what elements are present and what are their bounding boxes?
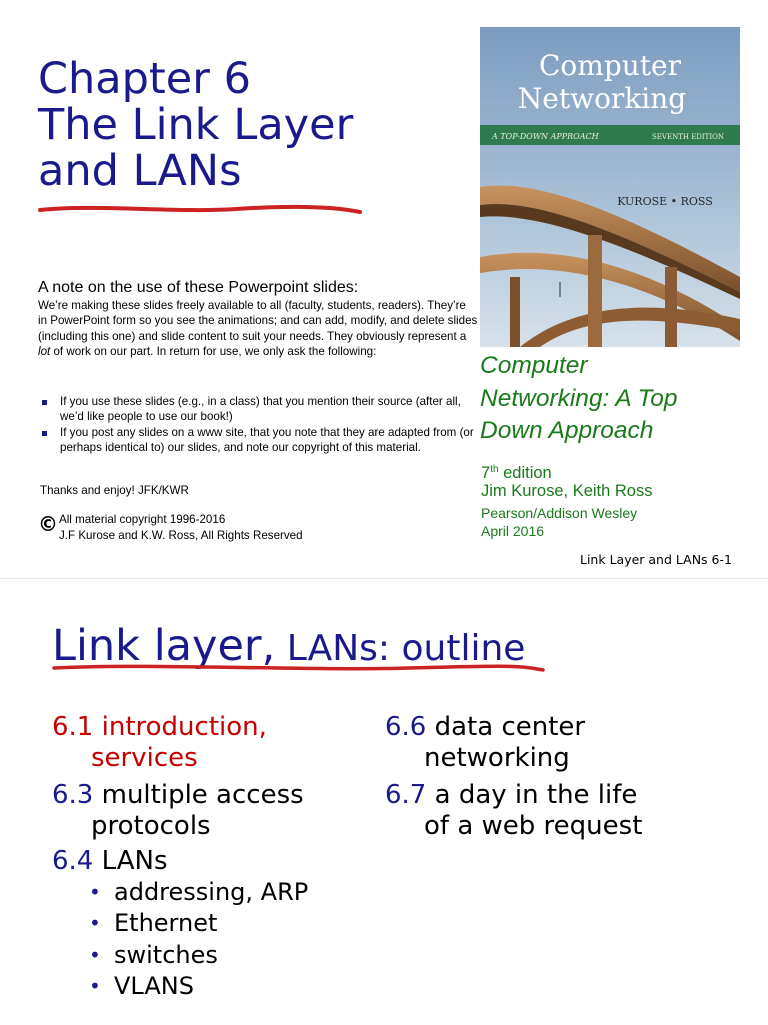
- usage-bullets: [38, 394, 478, 456]
- outline-item: 6.1 introduction, services: [52, 712, 267, 773]
- bullet-square-icon: [42, 400, 47, 405]
- edition-label: 7th edition: [481, 464, 552, 482]
- slide-footer: Link Layer and LANs 6-1: [580, 552, 732, 567]
- cover-subtitle: A TOP-DOWN APPROACH: [492, 132, 599, 141]
- title-line-1: Chapter 6: [38, 54, 251, 104]
- outline-subitem: • switches: [52, 940, 372, 972]
- cover-authors: KUROSE • ROSS: [617, 195, 713, 208]
- publisher-info: Pearson/Addison Wesley April 2016: [481, 505, 638, 539]
- cover-edition: SEVENTH EDITION: [652, 133, 724, 141]
- copyright-icon: ©: [38, 512, 58, 536]
- title-line-2: The Link Layer: [38, 100, 354, 150]
- usage-bullet: If you post any slides on a www site, that you note that they are adapted from (or perhaps identical to) our slides, and note our copyright of this material.: [38, 425, 478, 456]
- bullet-dot-icon: •: [89, 974, 101, 998]
- bullet-dot-icon: •: [89, 942, 101, 967]
- book-cover-image: [480, 27, 740, 347]
- outline-item: 6.4 LANs: [52, 846, 168, 876]
- book-title: Computer Networking: A Top Down Approach: [480, 352, 678, 444]
- copyright-notice: All material copyright 1996-2016 J.F Kurose and K.W. Ross, All Rights Reserved: [59, 513, 303, 542]
- cover-title-line-1: Computer: [539, 49, 681, 82]
- thanks-note: Thanks and enjoy! JFK/KWR: [40, 484, 189, 497]
- note-heading: A note on the use of these Powerpoint slides:: [38, 279, 359, 296]
- title-line-3: and LANs: [38, 146, 242, 196]
- cover-title-line-2: Networking: [517, 82, 687, 115]
- outline-left-column: [52, 712, 372, 1003]
- outline-subitem: • addressing, ARP: [52, 877, 372, 909]
- outline-item: 6.6 data center networking: [385, 712, 586, 773]
- outline-right-column: [385, 712, 755, 841]
- usage-bullet: If you use these slides (e.g., in a class) that you mention their source (after all, we’d like people to use our book!): [38, 394, 478, 425]
- slide-1-title: [38, 56, 353, 194]
- title-underline: [36, 200, 366, 220]
- note-paragraph: We’re making these slides freely available to all (faculty, students, readers). They’re in PowerPoint form so you see the animations; and can add, modify, and delete slides (including this one) and slide content to suit your needs. They obviously represent a lot of work on our part. In return for use, we only ask the following:: [38, 299, 478, 359]
- bullet-dot-icon: •: [89, 879, 101, 904]
- book-authors: Jim Kurose, Keith Ross: [481, 482, 653, 500]
- outline-subitem: • VLANS: [52, 971, 372, 1003]
- bullet-square-icon: [42, 431, 47, 436]
- outline-subitem: • Ethernet: [52, 908, 372, 940]
- outline-item: 6.7 a day in the life of a web request: [385, 780, 643, 841]
- outline-item: 6.3 multiple access protocols: [52, 780, 304, 841]
- slide-2-title: Link layer, LANs: outline: [52, 621, 526, 671]
- title-underline: [50, 660, 550, 678]
- bullet-dot-icon: •: [89, 911, 101, 935]
